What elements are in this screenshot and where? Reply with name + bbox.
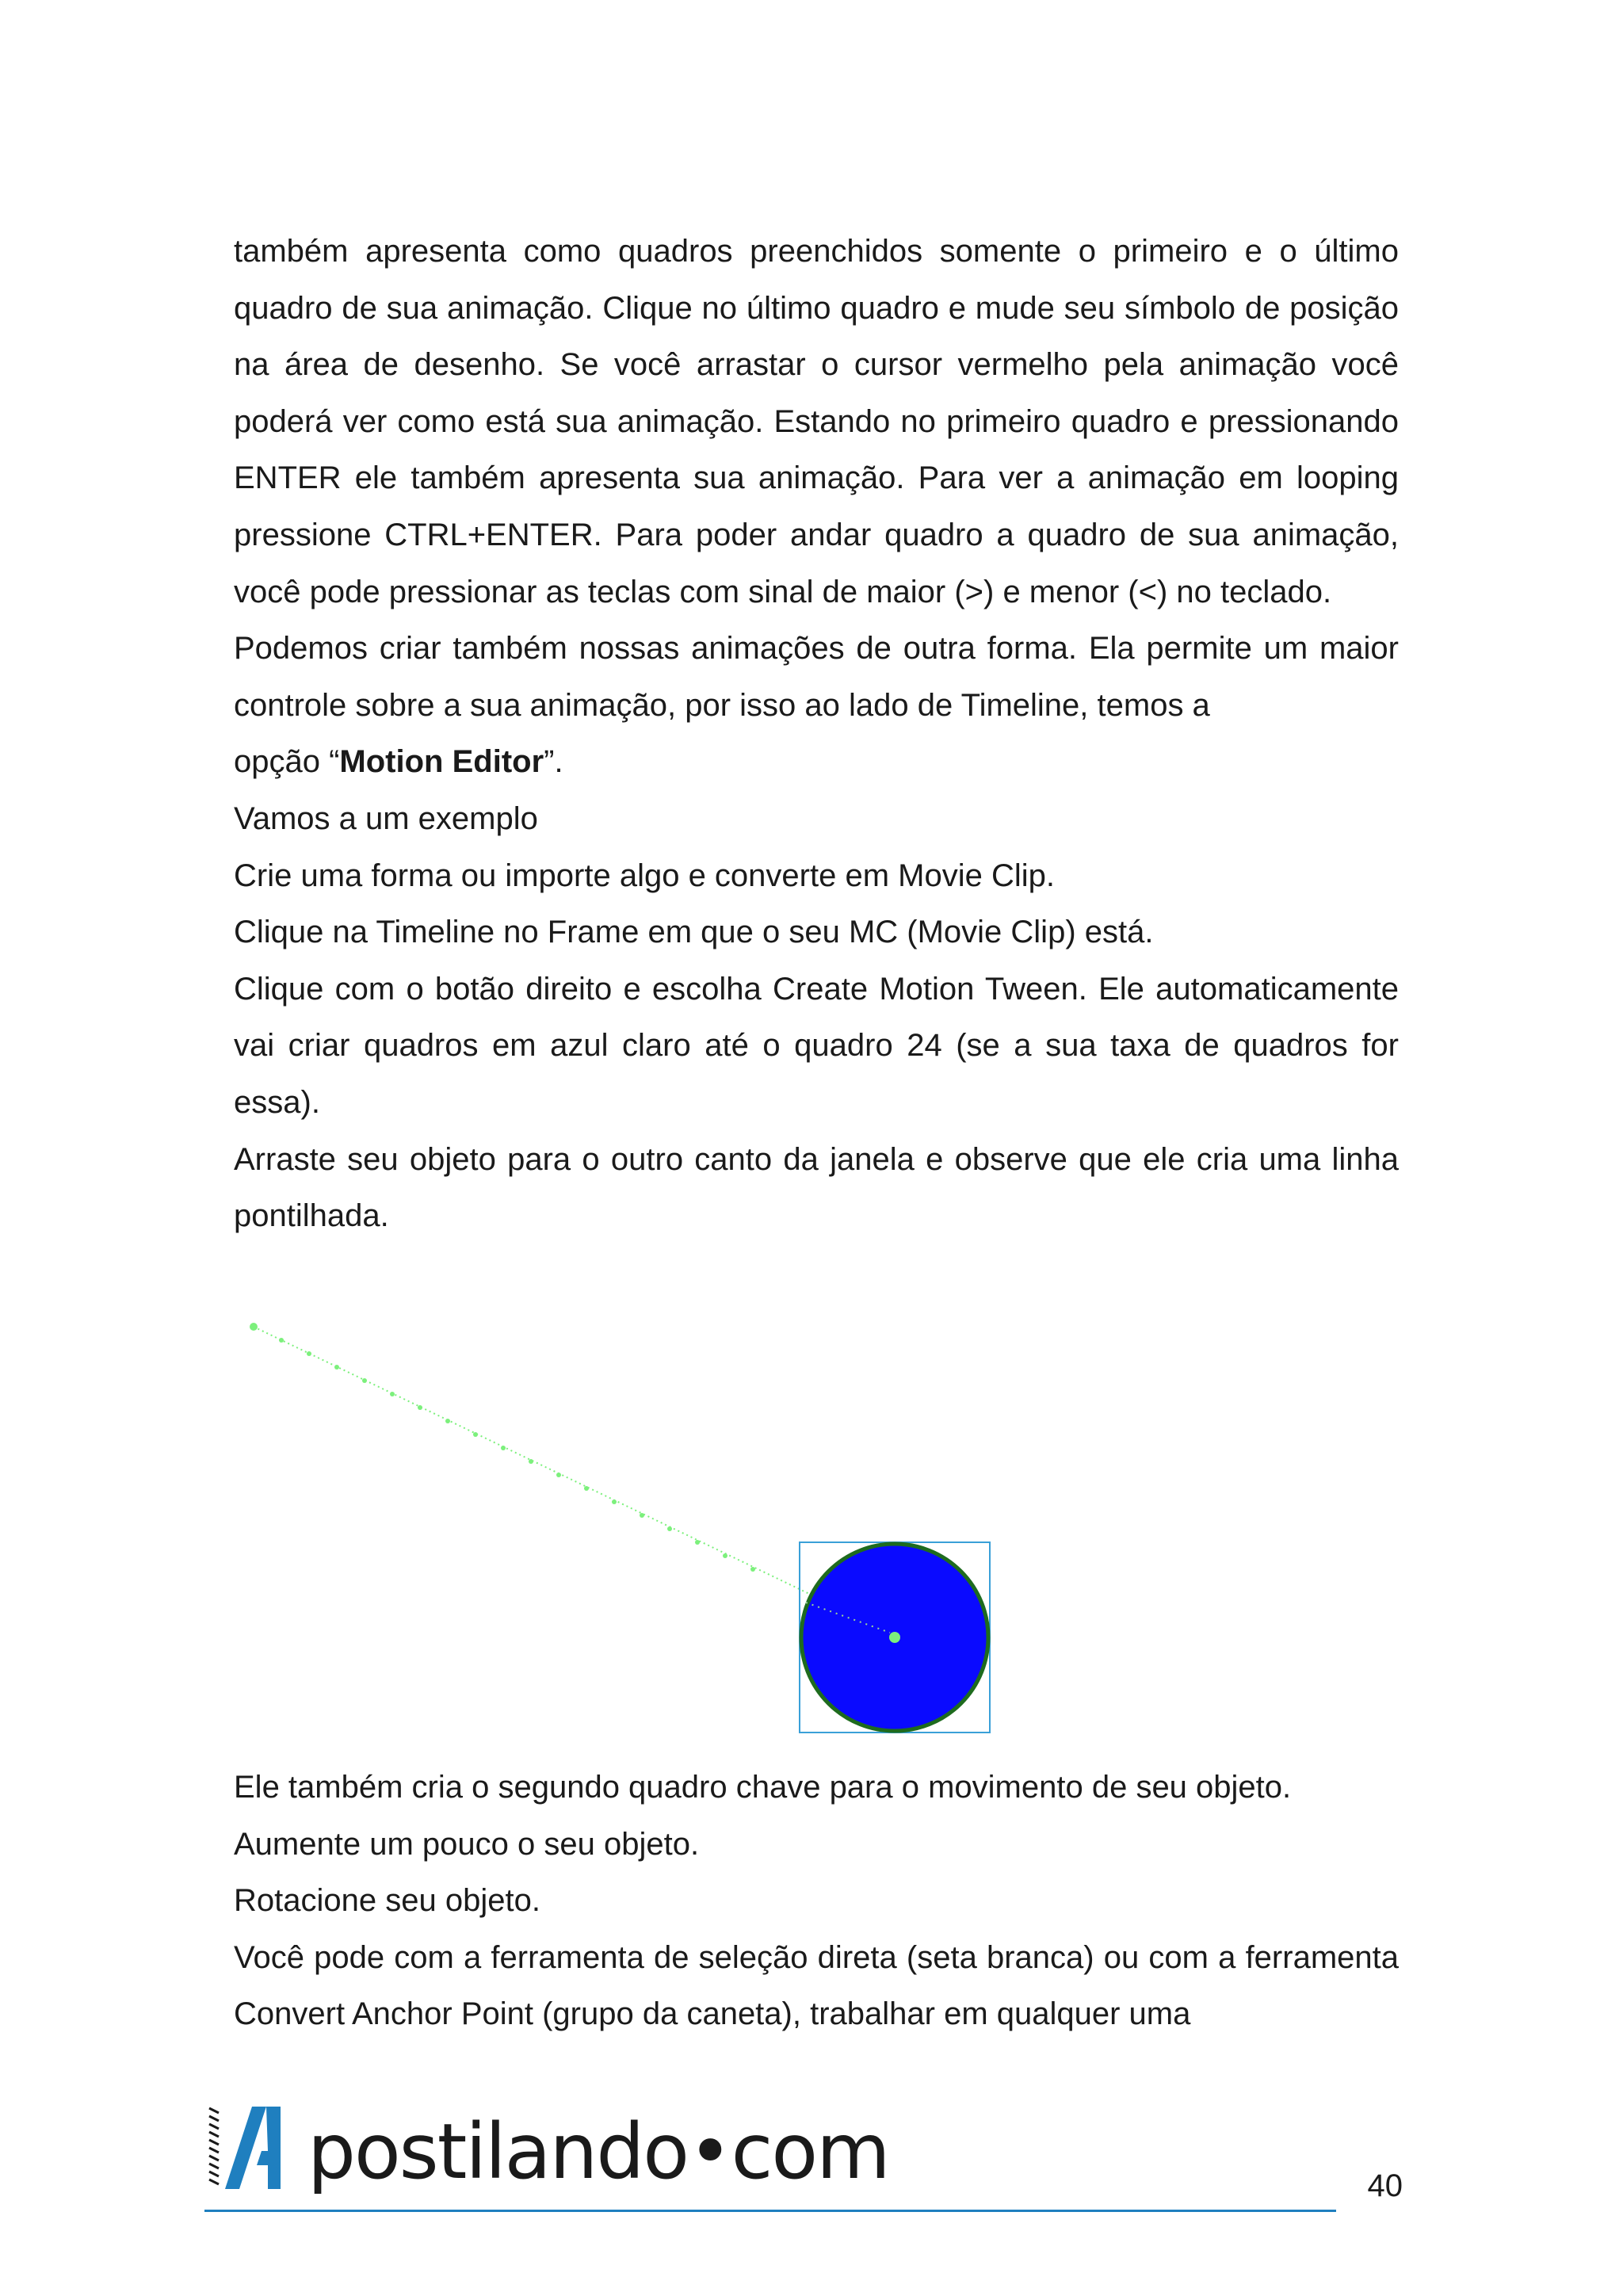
- paragraph-create-tween: Clique com o botão direito e escolha Create Motion Tween. Ele automaticamente vai criar quadros em azul claro até o quadro 24 (se a sua taxa de quadros for essa).: [234, 971, 1399, 1120]
- postilando-logo: [204, 2092, 889, 2211]
- motion-tween-figure: [230, 1308, 1006, 1752]
- page-number: 40: [1367, 2168, 1403, 2203]
- motion-path-dots: [250, 1323, 755, 1572]
- paragraph-enlarge: Aumente um pouco o seu objeto.: [234, 1826, 700, 1862]
- motion-editor-prefix: opção “: [234, 744, 340, 780]
- body-text-top: [234, 223, 1399, 1245]
- motion-editor-bold: Motion Editor: [339, 744, 544, 780]
- paragraph-drag-object: Arraste seu objeto para o outro canto da janela e observe que ele cria uma linha pontilhada.: [234, 1141, 1399, 1234]
- paragraph-motion-editor: [234, 734, 1399, 791]
- logo-wordmark: postilando•com: [307, 2107, 889, 2196]
- paragraph-motion-intro: Podemos criar também nossas animações de outra forma. Ela permite um maior controle sobre a sua animação, por isso ao lado de Timeline, temos a: [234, 631, 1399, 723]
- paragraph-click-timeline: Clique na Timeline no Frame em que o seu MC (Movie Clip) está.: [234, 915, 1154, 950]
- motion-path-line: [254, 1327, 890, 1633]
- body-text-bottom: [234, 1759, 1399, 2043]
- registration-point: [889, 1632, 900, 1643]
- paragraph-animation-preview: também apresenta como quadros preenchidos somente o primeiro e o último quadro de sua animação. Clique no último quadro e mude seu símbolo de posição na área de desenho. Se você arrastar o cursor vermelho pela animação você poderá ver como está sua animação. Estando no primeiro quadro e pressionando ENTER ele também apresenta sua animação. Para ver a animação em looping pressione CTRL+ENTER. Para poder andar quadro a quadro de sua animação, você pode pressionar as teclas com sinal de maior (>) e menor (<) no teclado.: [234, 234, 1399, 609]
- paragraph-example: Vamos a um exemplo: [234, 800, 538, 836]
- logo-mark-icon: [204, 2092, 300, 2211]
- paragraph-create-shape: Crie uma forma ou importe algo e converte em Movie Clip.: [234, 858, 1055, 893]
- paragraph-selection-tool: Você pode com a ferramenta de seleção direta (seta branca) ou com a ferramenta Convert Anchor Point (grupo da caneta), trabalhar em qualquer uma: [234, 1939, 1399, 2032]
- paragraph-rotate: Rotacione seu objeto.: [234, 1883, 540, 1919]
- footer-divider: [204, 2210, 1336, 2212]
- motion-editor-suffix: ”.: [544, 744, 563, 780]
- paragraph-keyframe: Ele também cria o segundo quadro chave para o movimento de seu objeto.: [234, 1770, 1292, 1805]
